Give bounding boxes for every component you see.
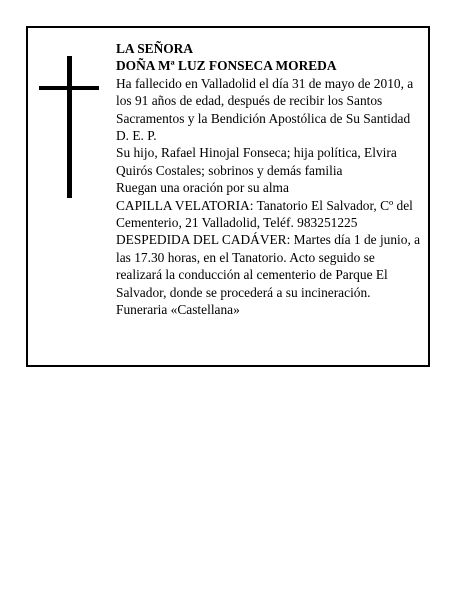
chapel-info: CAPILLA VELATORIA: Tanatorio El Salvador, Cº del Cementerio, 21 Valladolid, Teléf. 983251225 bbox=[116, 197, 413, 231]
funeral-home: Funeraria «Castellana» bbox=[116, 302, 240, 318]
obituary-text-block bbox=[116, 40, 424, 319]
deceased-title: LA SEÑORA bbox=[116, 41, 194, 56]
obituary-notice-frame bbox=[26, 26, 430, 367]
cross-icon bbox=[67, 56, 72, 198]
cross-icon-crossbar bbox=[39, 86, 99, 90]
rest-in-peace: D. E. P. bbox=[116, 128, 157, 144]
passing-statement: Ha fallecido en Valladolid el día 31 de mayo de 2010, a los 91 años de edad, después de recibir los Santos Sacramentos y la Bendición Apostólica de Su Santidad bbox=[116, 75, 414, 126]
family-list: Su hijo, Rafael Hinojal Fonseca; hija política, Elvira Quirós Costales; sobrinos y demás familia bbox=[116, 145, 397, 178]
prayer-request: Ruegan una oración por su alma bbox=[116, 180, 289, 196]
farewell-info: DESPEDIDA DEL CADÁVER: Martes día 1 de junio, a las 17.30 horas, en el Tanatorio. Acto seguido se realizará la conducción al cementerio de Parque El Salvador, donde se procederá a su incineración. bbox=[116, 232, 421, 300]
deceased-name: DOÑA Mª LUZ FONSECA MOREDA bbox=[116, 58, 337, 74]
